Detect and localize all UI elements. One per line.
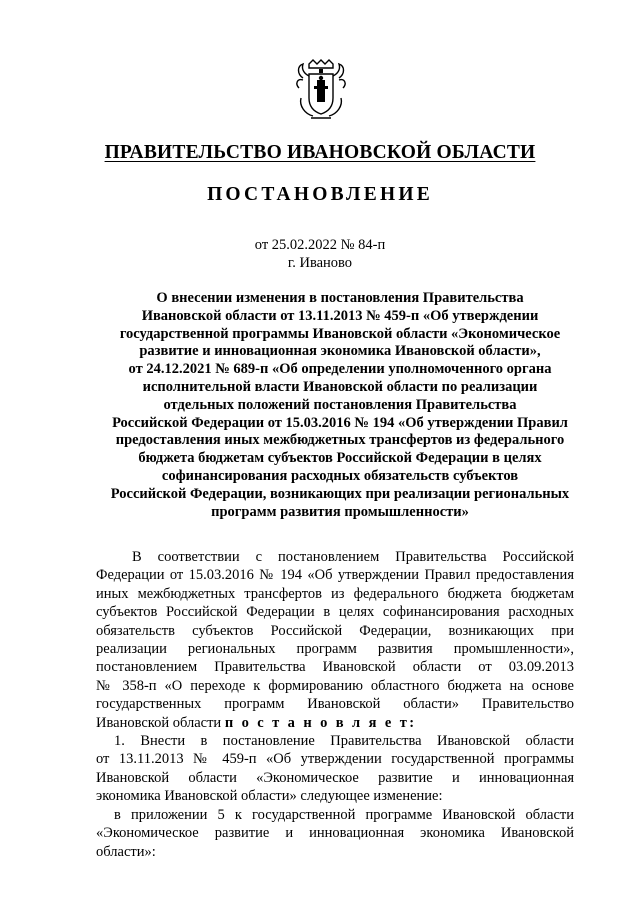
subject-line: отдельных положений постановления Правительства xyxy=(163,396,517,413)
subject-line: Российской Федерации от 15.03.2016 № 194 «Об утверждении Правил xyxy=(112,414,568,431)
subject-line: от 24.12.2021 № 689-п «Об определении уполномоченного органа xyxy=(128,361,552,378)
preamble-paragraph xyxy=(96,548,574,732)
item-1-paragraph xyxy=(96,732,574,806)
body-line: экономика Ивановской области» следующее изменение: xyxy=(96,788,443,805)
body-line: в приложении 5 к государственной программе Ивановской области xyxy=(114,806,574,823)
appendix-paragraph xyxy=(96,806,574,861)
city: г. Иваново xyxy=(287,255,353,271)
body-line: «Экономическое развитие и инновационная экономика Ивановской xyxy=(96,825,574,842)
body-line xyxy=(96,714,574,732)
subject-line: государственной программы Ивановской области «Экономическое xyxy=(119,325,561,342)
subject-line: Ивановской области от 13.11.2013 № 459-п «Об утверждении xyxy=(141,307,539,324)
body-line: 1. Внести в постановление Правительства Ивановской области xyxy=(114,733,574,750)
subject-line: программ развития промышленности» xyxy=(211,503,469,520)
body-line: Федерации от 15.03.2016 № 194 «Об утверждении Правил предоставления xyxy=(96,567,574,584)
document-body xyxy=(96,548,574,861)
body-line: государственных программ Ивановской области» Правительство xyxy=(96,696,574,713)
body-line: иных межбюджетных трансфертов из федерального бюджета бюджетам xyxy=(96,585,574,602)
subject-line: предоставления иных межбюджетных трансфертов из федерального xyxy=(115,432,565,449)
document-type: ПОСТАНОВЛЕНИЕ xyxy=(207,184,433,205)
subject-line: бюджета бюджетам субъектов Российской Федерации в целях xyxy=(138,450,542,467)
subject-line: софинансирования расходных обязательств субъектов xyxy=(161,467,519,484)
date-and-number: от 25.02.2022 № 84-п xyxy=(254,237,386,253)
body-line: реализации региональных программ развития промышленности», xyxy=(96,641,574,658)
document-subject xyxy=(80,290,600,521)
subject-line: развитие и инновационная экономика Ивановской области», xyxy=(139,343,541,360)
subject-line: исполнительной власти Ивановской области по реализации xyxy=(142,378,538,395)
subject-line: О внесении изменения в постановления Правительства xyxy=(156,290,524,306)
coat-of-arms-icon xyxy=(295,58,347,122)
government-title: ПРАВИТЕЛЬСТВО ИВАНОВСКОЙ ОБЛАСТИ xyxy=(104,142,536,163)
body-line: Ивановской области «Экономическое развитие и инновационная xyxy=(96,769,574,786)
document-meta xyxy=(60,236,580,272)
subject-line: Российской Федерации, возникающих при реализации региональных xyxy=(110,485,570,502)
body-line: В соответствии с постановлением Правительства Российской xyxy=(132,549,574,565)
body-text: Ивановской области xyxy=(96,714,225,731)
body-line: постановлением Правительства Ивановской области от 03.09.2013 xyxy=(96,659,574,676)
body-line: области»: xyxy=(96,843,156,860)
resolves-word: п о с т а н о в л я е т: xyxy=(224,714,417,731)
body-line: обязательств субъектов Российской Федерации, возникающих при xyxy=(96,622,574,639)
body-line: от 13.11.2013 № 459-п «Об утверждении государственной программы xyxy=(96,751,574,768)
body-line: субъектов Российской Федерации в целях софинансирования расходных xyxy=(96,604,574,621)
body-line: № 358-п «О переходе к формированию областного бюджета на основе xyxy=(96,677,574,694)
